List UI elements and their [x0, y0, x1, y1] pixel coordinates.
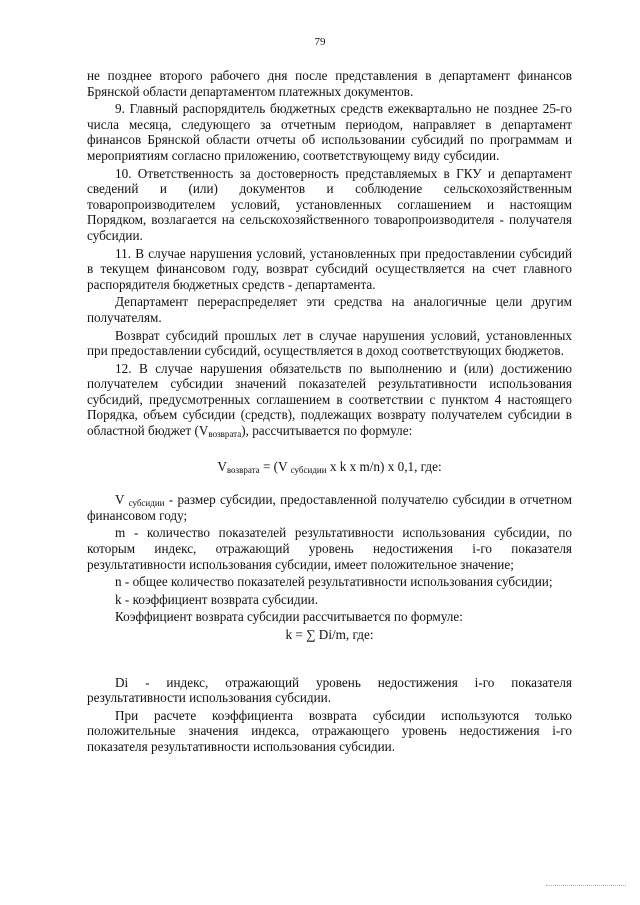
formula-return-volume — [87, 459, 572, 475]
paragraph-12-text: 12. В случае нарушения обязательств по выполнению и (или) достижению получателем субсидии значений показателей результативности использования субсидий, предусмотренных соглашением в соответствии с пунктом 4 настоящего Порядка, объем субсидии (средств), подлежащих возврату получателем субсидии в областной бюджет (V — [87, 360, 572, 439]
paragraph-12-subscript: возврата — [208, 429, 242, 440]
formula-v: V — [217, 458, 227, 474]
definition-v-letter: V — [115, 492, 129, 508]
page-number: 79 — [314, 36, 326, 48]
paragraph-12 — [87, 361, 572, 439]
definition-m: m - количество показателей результативности использования субсидии, по которым индекс, отражающий уровень недостижения i-го показателя результативности использования субсидии, имеет положительное значение; — [87, 525, 572, 572]
paragraph-11-redistribution: Департамент перераспределяет эти средства на аналогичные цели другим получателям. — [87, 294, 572, 325]
paragraph-9: 9. Главный распорядитель бюджетных средств ежеквартально не позднее 25-го числа месяца, следующего за отчетным периодом, направляет в департамент финансов Брянской области отчеты об использовании субсидий по программам и мероприятиям согласно приложению, соответствующему виду субсидии. — [87, 101, 572, 163]
scan-artifact — [546, 885, 626, 887]
definition-k: k - коэффициент возврата субсидии. — [115, 591, 318, 607]
paragraph-continuation: не позднее второго рабочего дня после представления в департамент финансов Брянской области департаментом платежных документов. — [87, 68, 572, 99]
definition-di: Di - индекс, отражающий уровень недостижения i-го показателя результативности использования субсидии. — [87, 674, 572, 706]
k-intro: Коэффициент возврата субсидии рассчитывается по формуле: — [115, 609, 463, 625]
formula-subsidy-subscript: субсидии — [290, 464, 327, 475]
formula-v-subscript: возврата — [226, 464, 260, 475]
definition-v-text: - размер субсидии, предоставленной получателю субсидии в отчетном финансовом году; — [87, 492, 572, 523]
paragraph-12-tail: ), рассчитывается по формуле: — [241, 423, 413, 439]
formula-k: k = ∑ Di/m, где: — [285, 627, 374, 642]
definition-v-subscript: субсидии — [128, 498, 165, 509]
formula-rest: х k х m/n) х 0,1, где: — [326, 458, 442, 474]
formula-eq: = (V — [259, 458, 291, 474]
paragraph-11-past-years: Возврат субсидий прошлых лет в случае нарушения условий, установленных при предоставлении субсидий, осуществляется в доход соответствующих бюджетов. — [87, 327, 572, 359]
paragraph-11: 11. В случае нарушения условий, установленных при предоставлении субсидий в текущем финансовом году, возврат субсидий осуществляется на счет главного распорядителя бюджетных средств - департамента. — [87, 245, 572, 292]
paragraph-10: 10. Ответственность за достоверность представляемых в ГКУ и департамент сведений и (или) документов и соблюдение сельскохозяйственным товаропроизводителем условий, установленных соглашением и настоящим Порядком, возлагается на сельскохозяйственного товаропроизводителя - получателя субсидии. — [87, 165, 572, 243]
definition-n: n - общее количество показателей результативности использования субсидии; — [115, 574, 553, 590]
document-body — [87, 68, 572, 757]
paragraph-positive-values: При расчете коэффициента возврата субсидии используются только положительные значения индекса, отражающего уровень недостижения i-го показателя результативности использования субсидии. — [87, 707, 572, 754]
definition-v — [87, 492, 572, 523]
